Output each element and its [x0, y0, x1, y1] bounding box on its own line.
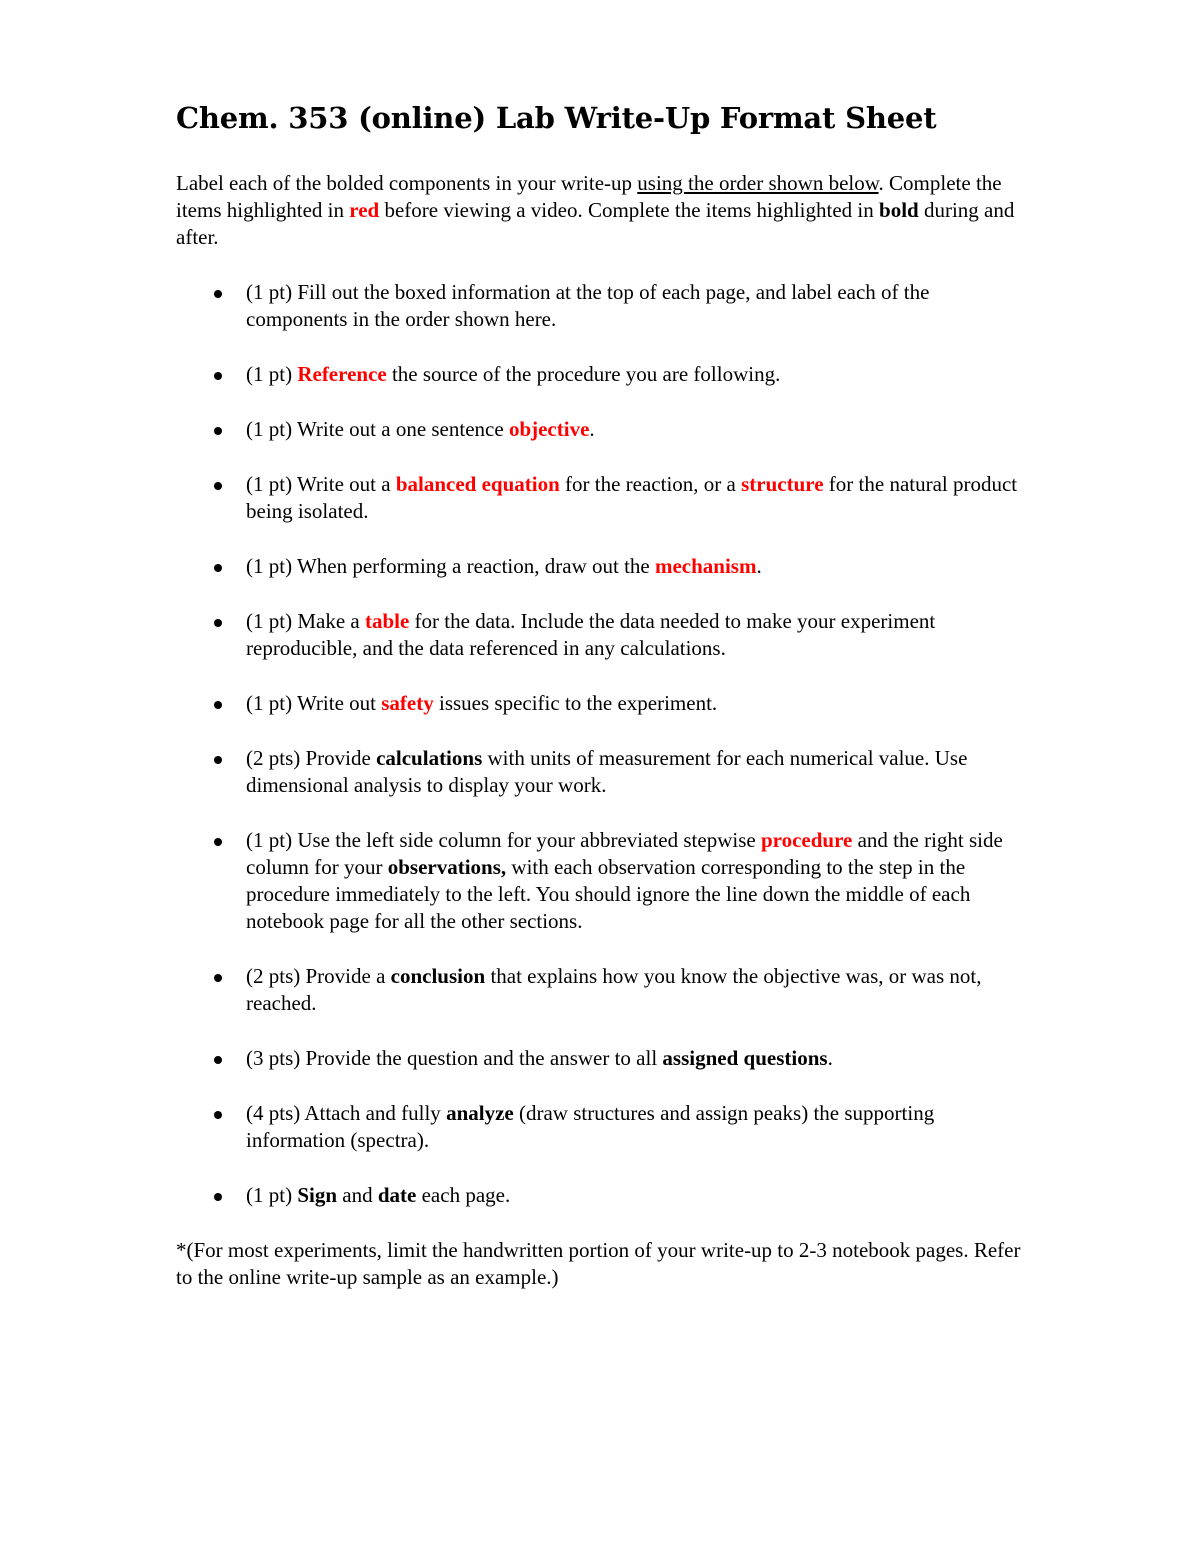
item-points: (1 pt)	[246, 472, 293, 496]
item-text-before: Write out	[292, 691, 382, 715]
list-item-safety	[176, 690, 1036, 717]
bullet-icon	[214, 427, 222, 435]
item-bold-keyword: assigned questions	[662, 1046, 828, 1070]
bullet-icon	[214, 701, 222, 709]
item-points: (3 pts)	[246, 1046, 301, 1070]
item-text-before: Make a	[292, 609, 365, 633]
item-text-before: Use the left side column for your abbreviated stepwise	[292, 828, 761, 852]
item-text-mid: and the right side column for your	[246, 828, 1003, 879]
list-item-sign-date	[176, 1182, 1036, 1209]
item-text-after: that explains how you know the objective was, or was not, reached.	[246, 964, 982, 1015]
intro-paragraph	[176, 170, 1036, 251]
item-points: (2 pts)	[246, 964, 301, 988]
item-points: (1 pt)	[246, 417, 293, 441]
page-title: Chem. 353 (online) Lab Write-Up Format Sheet	[176, 101, 937, 135]
bullet-icon	[214, 619, 222, 627]
item-red-keyword: objective	[508, 417, 590, 441]
item-bold-keyword: analyze	[446, 1101, 514, 1125]
intro-underlined-text: using the order shown below	[637, 171, 879, 195]
list-item-assigned-questions	[176, 1045, 1036, 1072]
item-text-after: for the natural product being isolated.	[246, 472, 1018, 523]
footnote: *(For most experiments, limit the handwritten portion of your write-up to 2-3 notebook pages. Refer to the online write-up sample as an example.)	[176, 1238, 1021, 1289]
bullet-icon	[214, 482, 222, 490]
item-points: (1 pt)	[246, 691, 293, 715]
list-item-calculations	[176, 745, 1036, 799]
intro-text-1: Label each of the bolded components in your write-up	[176, 171, 638, 195]
item-text-after: each page.	[416, 1183, 511, 1207]
bullet-icon	[214, 290, 222, 298]
item-bold-keyword: observations,	[387, 855, 507, 879]
item-text-before: Write out a one sentence	[292, 417, 509, 441]
item-points: (1 pt)	[246, 1183, 293, 1207]
item-text-after: with each observation corresponding to the step in the procedure immediately to the left. You should ignore the line down the middle of each notebook page for all the other sections.	[246, 855, 971, 933]
item-red-keyword: procedure	[760, 828, 853, 852]
list-item-analyze	[176, 1100, 1036, 1154]
item-points: (1 pt)	[246, 362, 293, 386]
item-text-after: issues specific to the experiment.	[433, 691, 718, 715]
item-points: (1 pt)	[246, 554, 293, 578]
list-item-table	[176, 608, 1036, 662]
intro-text-2: . Complete the items highlighted in	[176, 171, 1002, 222]
item-red-keyword: balanced equation	[395, 472, 560, 496]
bullet-icon	[214, 756, 222, 764]
item-text: Fill out the boxed information at the top of each page, and label each of the components in the order shown here.	[246, 280, 930, 331]
bullet-icon	[214, 1111, 222, 1119]
item-text-after: with units of measurement for each numerical value. Use dimensional analysis to display your work.	[246, 746, 968, 797]
item-bold-keyword: calculations	[376, 746, 483, 770]
item-bold-keyword: Sign	[297, 1183, 338, 1207]
document-page	[176, 96, 1036, 1291]
list-item-conclusion	[176, 963, 1036, 1017]
list-item-mechanism	[176, 553, 1036, 580]
intro-text-3: before viewing a video. Complete the items highlighted in	[379, 198, 880, 222]
list-item-reference	[176, 361, 1036, 388]
item-text-before: Provide a	[300, 964, 391, 988]
item-points: (1 pt)	[246, 828, 293, 852]
item-text-mid: and	[337, 1183, 378, 1207]
intro-text-4: during and after.	[176, 198, 1015, 249]
item-text-after: .	[756, 554, 762, 578]
item-text-after: .	[827, 1046, 833, 1070]
list-item-objective	[176, 416, 1036, 443]
item-text-before: When performing a reaction, draw out the	[292, 554, 655, 578]
requirements-list	[176, 279, 1036, 1209]
bullet-icon	[214, 838, 222, 846]
intro-bold-word: bold	[879, 198, 919, 222]
bullet-icon	[214, 564, 222, 572]
item-red-keyword: Reference	[297, 362, 387, 386]
list-item-procedure-observations	[176, 827, 1036, 935]
list-item-balanced-equation	[176, 471, 1036, 525]
bullet-icon	[214, 974, 222, 982]
intro-red-word: red	[349, 198, 380, 222]
item-text-before: Provide	[300, 746, 377, 770]
list-item-boxed-information	[176, 279, 1036, 333]
item-text-after: the source of the procedure you are following.	[386, 362, 781, 386]
item-points: (2 pts)	[246, 746, 301, 770]
item-red-keyword: safety	[381, 691, 434, 715]
item-text-before: Provide the question and the answer to all	[300, 1046, 663, 1070]
item-bold-keyword-2: date	[377, 1183, 417, 1207]
item-bold-keyword: conclusion	[390, 964, 486, 988]
bullet-icon	[214, 1193, 222, 1201]
item-text-before: Write out a	[292, 472, 396, 496]
item-text-mid: for the reaction, or a	[559, 472, 742, 496]
item-text-after: for the data. Include the data needed to make your experiment reproducible, and the data referenced in any calculations.	[246, 609, 936, 660]
item-points: (1 pt)	[246, 280, 293, 304]
item-red-keyword: table	[364, 609, 410, 633]
item-text-after: (draw structures and assign peaks) the supporting information (spectra).	[246, 1101, 935, 1152]
item-points: (1 pt)	[246, 609, 293, 633]
item-points: (4 pts)	[246, 1101, 301, 1125]
item-text-before: Attach and fully	[300, 1101, 447, 1125]
item-red-keyword: mechanism	[654, 554, 757, 578]
item-text-after: .	[589, 417, 595, 441]
bullet-icon	[214, 372, 222, 380]
bullet-icon	[214, 1056, 222, 1064]
item-red-keyword-2: structure	[741, 472, 824, 496]
